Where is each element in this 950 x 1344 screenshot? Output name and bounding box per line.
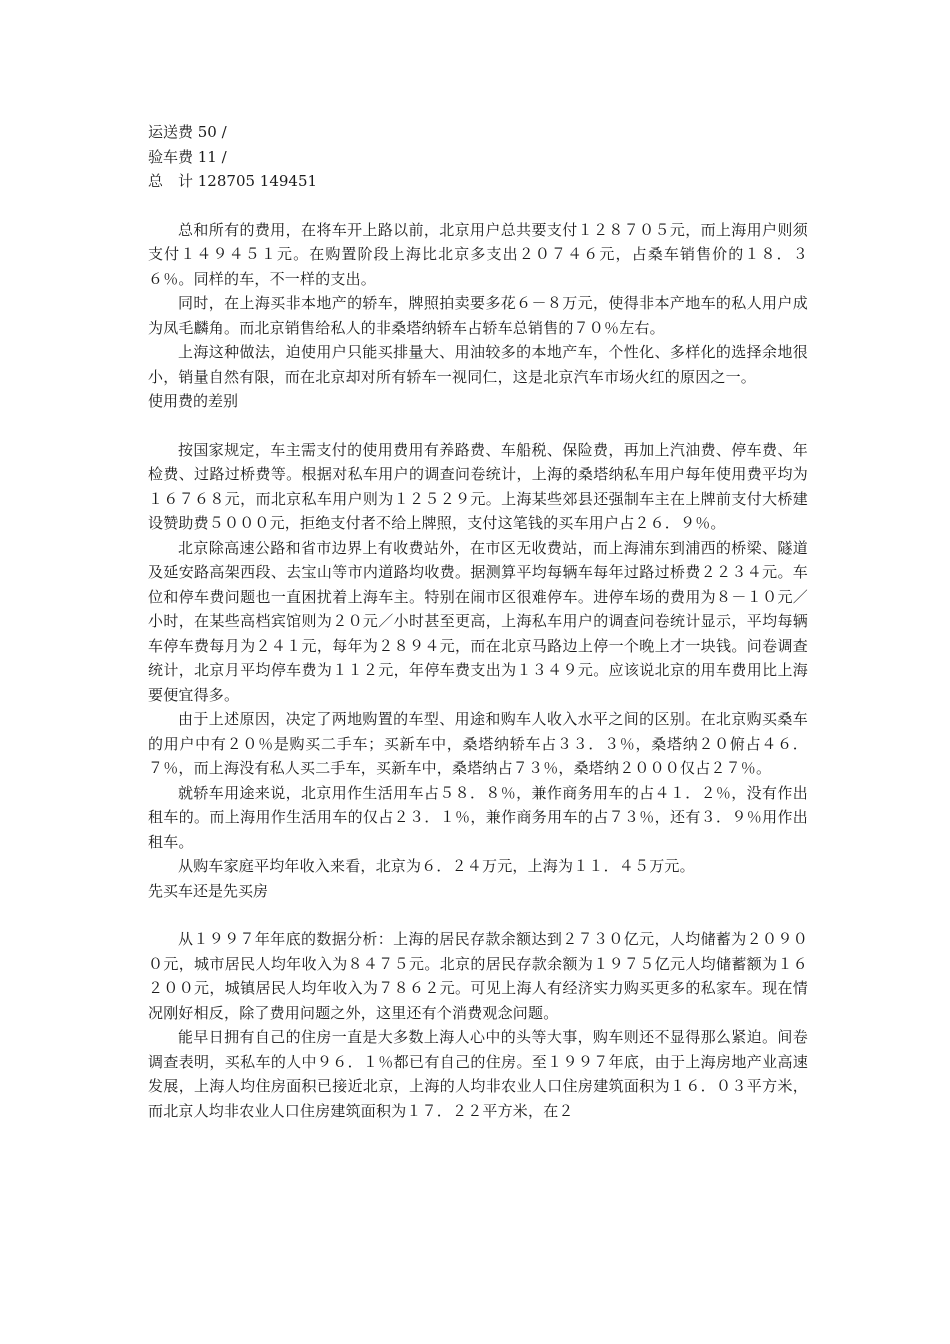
paragraph: 上海这种做法，迫使用户只能买排量大、用油较多的本地产车，个性化、多样化的选择余地很小，销量自然有限，而在北京却对所有轿车一视同仁，这是北京汽车市场火红的原因之一。 (148, 343, 808, 386)
blank-line (148, 414, 808, 438)
section-usage-costs (148, 389, 808, 879)
section-total-costs (148, 218, 808, 390)
paragraph: 同时，在上海买非本地产的轿车，牌照拍卖要多花６－８万元，使得非本产地车的私人用户成为凤毛麟角。而北京销售给私人的非桑塔纳轿车占轿车总销售的７０％左右。 (148, 294, 808, 337)
section-car-or-house (148, 879, 808, 1124)
blank-line (148, 194, 808, 218)
paragraph: 从购车家庭平均年收入来看，北京为６．２４万元，上海为１１．４５万元。 (178, 857, 695, 875)
cost-row-shipping: 运送费 50 / (148, 123, 227, 141)
document-page (148, 120, 808, 1123)
paragraph: 就轿车用途来说，北京用作生活用车占５８．８％，兼作商务用车的占４１．２％，没有作出租车的。而上海用作生活用车的仅占２３．１％，兼作商务用车的占７３％，还有３．９％用作出租车。 (148, 783, 808, 851)
section-heading: 使用费的差别 (148, 392, 239, 410)
blank-line (148, 903, 808, 927)
cost-row-total: 总 计 128705 149451 (148, 172, 318, 190)
paragraph: 由于上述原因，决定了两地购置的车型、用途和购车人收入水平之间的区别。在北京购买桑车的用户中有２０％是购买二手车；买新车中，桑塔纳轿车占３３．３％，桑塔纳２０俯占４６．７％，而上海没有私人买二手车，买新车中，桑塔纳占７３％，桑塔纳２０００仅占２７％。 (148, 710, 808, 777)
paragraph: 北京除高速公路和省市边界上有收费站外，在市区无收费站，而上海浦东到浦西的桥梁、隧道及延安路高架西段、去宝山等市内道路均收费。据测算平均每辆车每年过路过桥费２２３４元。车位和停车费问题也一直困扰着上海车主。特别在闹市区很难停车。进停车场的费用为８－１０元／小时，在某些高档宾馆则为２０元／小时甚至更高，上海私车用户的调查问卷统计显示，平均每辆车停车费每月为２４１元，每年为２８９４元，而在北京马路边上停一个晚上才一块钱。问卷调查统计，北京月平均停车费为１１２元，年停车费支出为１３４９元。应该说北京的用车费用比上海要便宜得多。 (148, 538, 808, 704)
paragraph: 能早日拥有自己的住房一直是大多数上海人心中的头等大事，购车则还不显得那么紧迫。间卷调查表明，买私车的人中９６．１％都已有自己的住房。至１９９７年底，由于上海房地产业高速发展，上海人均住房面积已接近北京，上海的人均非农业人口住房建筑面积为１６．０３平方米，而北京人均非农业人口住房建筑面积为１７．２２平方米，在２ (148, 1028, 808, 1120)
paragraph: 从１９９７年年底的数据分析：上海的居民存款余额达到２７３０亿元，人均储蓄为２０９００元，城市居民人均年收入为８４７５元。北京的居民存款余额为１９７５亿元人均储蓄额为１６２００元，城镇居民人均年收入为７８６２元。可见上海人有经济实力购买更多的私家车。现在情况刚好相反，除了费用问题之外，这里还有个消费观念问题。 (148, 930, 808, 1022)
cost-row-inspection: 验车费 11 / (148, 147, 227, 166)
cost-table (148, 120, 808, 194)
section-heading: 先买车还是先买房 (148, 881, 269, 900)
paragraph: 按国家规定，车主需支付的使用费用有养路费、车船税、保险费，再加上汽油费、停车费、年检费、过路过桥费等。根据对私车用户的调查问卷统计，上海的桑塔纳私车用户每年使用费平均为１６７６８元，而北京私车用户则为１２５２９元。上海某些郊县还强制车主在上牌前支付大桥建设赞助费５０００元，拒绝支付者不给上牌照，支付这笔钱的买车用户占２６．９％。 (148, 440, 808, 532)
paragraph: 总和所有的费用，在将车开上路以前，北京用户总共要支付１２８７０５元，而上海用户则须支付１４９４５１元。在购置阶段上海比北京多支出２０７４６元，占桑车销售价的１８．３６％。同样的车，不一样的支出。 (148, 220, 808, 288)
